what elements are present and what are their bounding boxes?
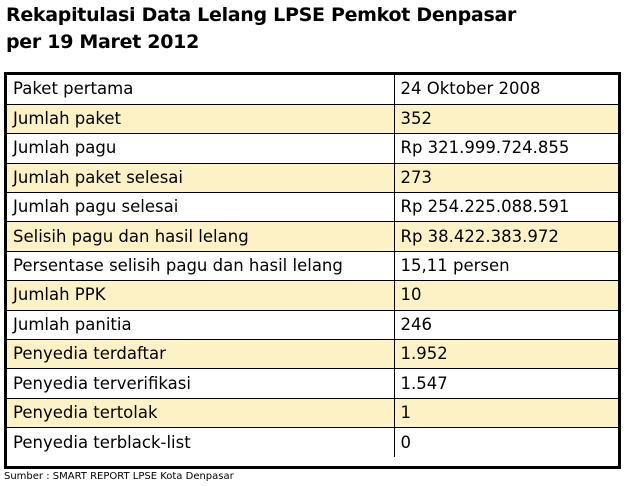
title-line-1: Rekapitulasi Data Lelang LPSE Pemkot Denpasar — [6, 4, 517, 26]
title-line-2: per 19 Maret 2012 — [6, 31, 199, 53]
row-label: Penyedia terdaftar — [7, 340, 394, 369]
table-row — [7, 340, 618, 369]
row-value: 0 — [394, 428, 618, 457]
row-value: 15,11 persen — [394, 251, 618, 280]
table-row — [7, 369, 618, 398]
row-value: 1.952 — [394, 340, 618, 369]
row-value: 273 — [394, 163, 618, 192]
row-label: Jumlah pagu — [7, 134, 394, 163]
table-row — [7, 104, 618, 133]
row-label: Jumlah paket selesai — [7, 163, 394, 192]
table-row — [7, 398, 618, 427]
table-row — [7, 193, 618, 222]
row-value: 24 Oktober 2008 — [394, 75, 618, 104]
table-row — [7, 310, 618, 339]
table-row — [7, 281, 618, 310]
row-value: Rp 38.422.383.972 — [394, 222, 618, 251]
table-row — [7, 75, 618, 104]
source-note: Sumber : SMART REPORT LPSE Kota Denpasar — [4, 471, 234, 482]
data-table — [7, 75, 618, 457]
table-row — [7, 251, 618, 280]
row-value: 10 — [394, 281, 618, 310]
row-value: 1.547 — [394, 369, 618, 398]
row-label: Persentase selisih pagu dan hasil lelang — [7, 251, 394, 280]
table-row — [7, 222, 618, 251]
row-label: Selisih pagu dan hasil lelang — [7, 222, 394, 251]
row-value: 246 — [394, 310, 618, 339]
row-label: Jumlah paket — [7, 104, 394, 133]
row-label: Jumlah pagu selesai — [7, 193, 394, 222]
row-value: Rp 254.225.088.591 — [394, 193, 618, 222]
table-row — [7, 428, 618, 457]
row-label: Paket pertama — [7, 75, 394, 104]
data-table-frame — [4, 72, 621, 469]
page-title — [6, 2, 516, 56]
table-row — [7, 134, 618, 163]
row-label: Penyedia terverifikasi — [7, 369, 394, 398]
row-label: Penyedia tertolak — [7, 398, 394, 427]
row-value: Rp 321.999.724.855 — [394, 134, 618, 163]
row-label: Penyedia terblack-list — [7, 428, 394, 457]
row-label: Jumlah panitia — [7, 310, 394, 339]
row-label: Jumlah PPK — [7, 281, 394, 310]
row-value: 1 — [394, 398, 618, 427]
table-row — [7, 163, 618, 192]
row-value: 352 — [394, 104, 618, 133]
